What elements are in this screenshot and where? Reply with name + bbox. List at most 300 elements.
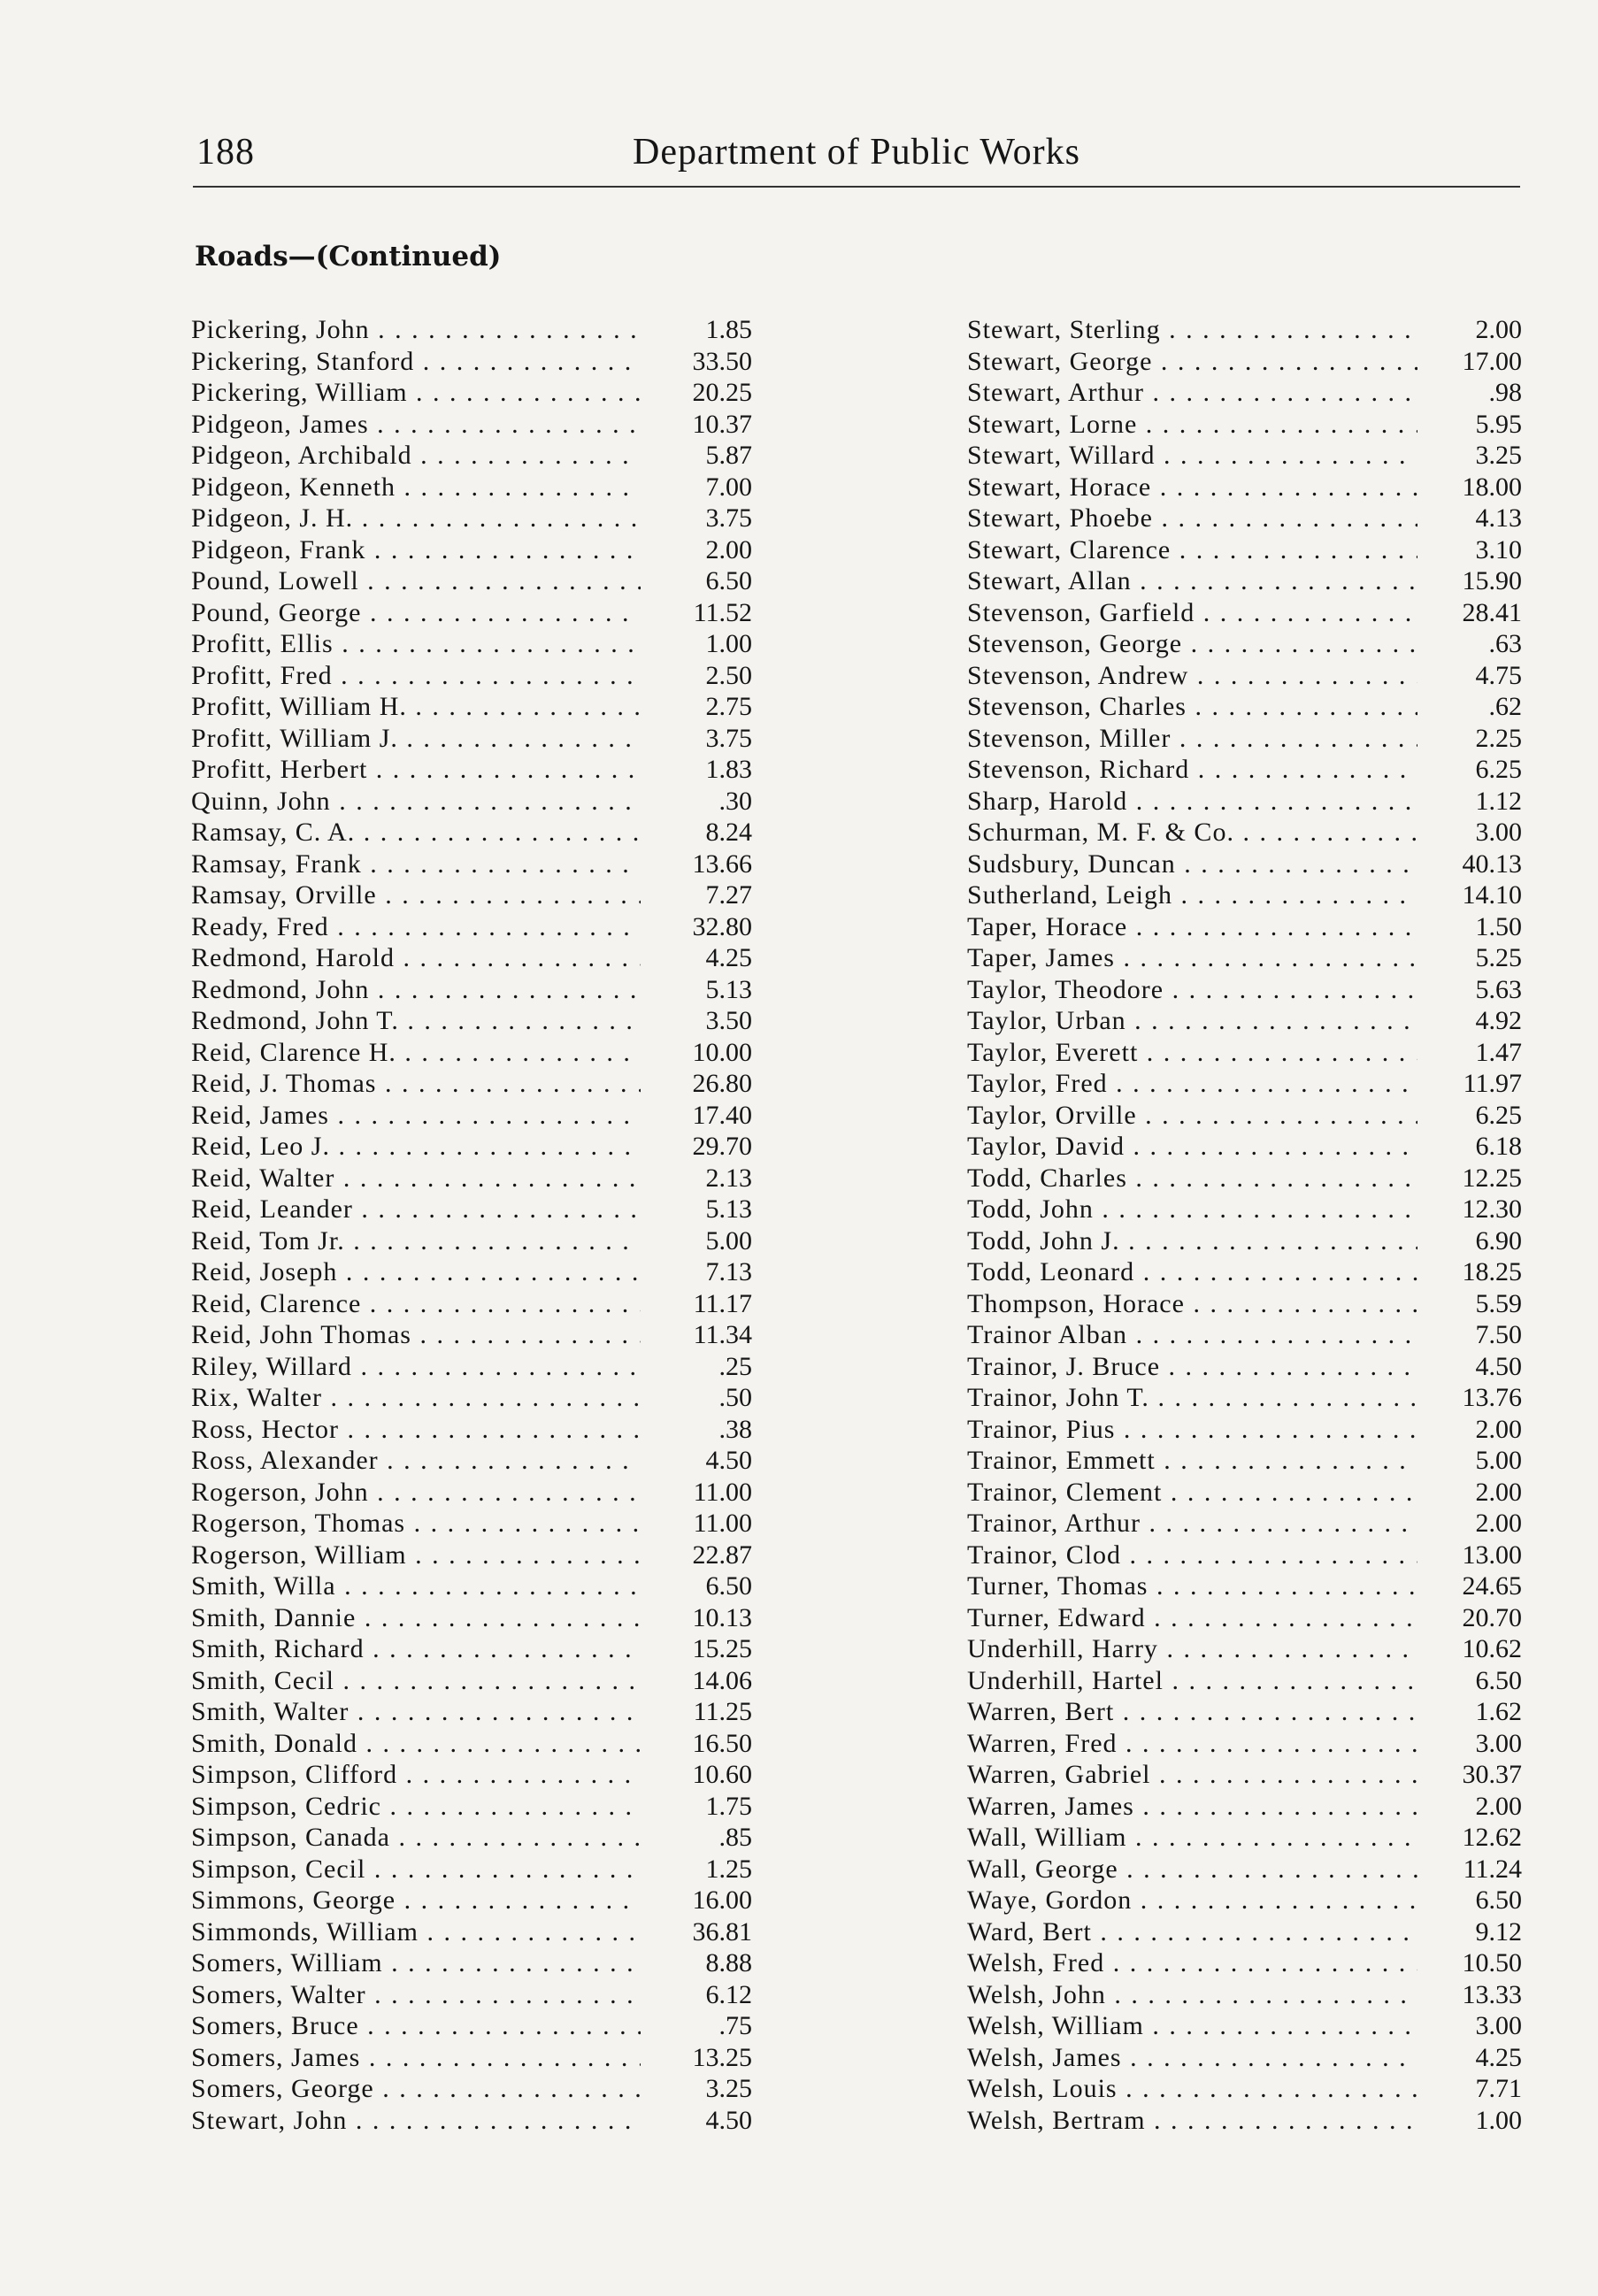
list-item (191, 628, 752, 660)
entry-amount: 5.59 (1475, 1288, 1522, 1318)
entry-name: Pound, Lowell . . . (191, 565, 641, 597)
entry-amount: 13.00 (1462, 1540, 1522, 1570)
entry-name: Welsh, James . . . (967, 2042, 1417, 2074)
entry-amount: 6.50 (705, 1571, 752, 1601)
entry-amount: 4.25 (705, 943, 752, 972)
list-item (191, 597, 752, 629)
entry-name: Turner, Edward . . . (967, 1602, 1417, 1634)
entry-amount: 20.70 (1462, 1602, 1522, 1632)
entry-amount: 16.00 (692, 1885, 752, 1915)
entry-name: Profitt, Ellis . . . (191, 628, 641, 660)
entry-name: Trainor, J. Bruce . . . (967, 1351, 1417, 1383)
list-item (191, 1256, 752, 1288)
entry-name: Wall, William . . . (967, 1822, 1417, 1854)
entry-name: Stevenson, Charles . . . (967, 691, 1417, 723)
entry-amount: 11.52 (693, 597, 752, 627)
entry-amount: 18.25 (1462, 1257, 1522, 1286)
entry-amount: 6.50 (705, 566, 752, 595)
entry-name: Trainor, Pius . . . (967, 1414, 1417, 1446)
list-item (967, 314, 1522, 346)
entry-amount: 4.50 (705, 1446, 752, 1475)
entry-amount: 5.63 (1475, 974, 1522, 1004)
entry-name: Stewart, Lorne . . . (967, 409, 1417, 441)
entry-name: Reid, Leo J. . . . (191, 1131, 641, 1163)
list-item (191, 849, 752, 880)
entry-name: Todd, John J. . . . (967, 1225, 1417, 1257)
list-item (191, 1288, 752, 1320)
entry-name: Reid, Tom Jr. . . . (191, 1225, 641, 1257)
entry-name: Reid, Joseph . . . (191, 1256, 641, 1288)
header-rule (193, 186, 1520, 188)
entry-name: Thompson, Horace . . . (967, 1288, 1417, 1320)
list-item (967, 2073, 1522, 2105)
entry-name: Stevenson, Richard . . . (967, 754, 1417, 786)
page-number: 188 (196, 132, 255, 173)
entry-name: Ramsay, Frank . . . (191, 849, 641, 880)
entry-amount: 5.13 (705, 974, 752, 1004)
entry-name: Trainor, Clement . . . (967, 1477, 1417, 1509)
entry-amount: 3.75 (705, 503, 752, 533)
entry-amount: 6.50 (1475, 1665, 1522, 1695)
entry-amount: 10.50 (1462, 1948, 1522, 1977)
entry-name: Rix, Walter . . . (191, 1382, 641, 1414)
entry-name: Pidgeon, Kenneth . . . (191, 472, 641, 503)
entry-name: Reid, Leander . . . (191, 1194, 641, 1225)
list-item (191, 1131, 752, 1163)
list-item (191, 1382, 752, 1414)
entry-name: Pickering, John . . . (191, 314, 641, 346)
entry-amount: 24.65 (1462, 1571, 1522, 1601)
entry-name: Taylor, David . . . (967, 1131, 1417, 1163)
entry-amount: 12.25 (1462, 1163, 1522, 1193)
list-item (191, 472, 752, 503)
entry-name: Reid, J. Thomas . . . (191, 1068, 641, 1100)
list-item (191, 1947, 752, 1979)
entry-name: Quinn, John . . . (191, 786, 641, 818)
list-item (967, 2105, 1522, 2137)
list-item (191, 1319, 752, 1351)
entry-amount: 15.90 (1462, 566, 1522, 595)
entry-amount: 10.37 (692, 409, 752, 439)
entry-amount: 2.00 (1475, 1414, 1522, 1444)
list-item (967, 974, 1522, 1006)
entry-name: Pidgeon, Archibald . . . (191, 440, 641, 472)
right-column-list (967, 314, 1522, 2136)
list-item (191, 911, 752, 943)
list-item (191, 660, 752, 692)
entry-name: Welsh, Fred . . . (967, 1947, 1417, 1979)
entry-amount: 9.12 (1475, 1916, 1522, 1947)
entry-amount: 13.76 (1462, 1383, 1522, 1412)
entry-amount: 11.00 (693, 1509, 752, 1538)
entry-name: Smith, Willa . . . (191, 1570, 641, 1602)
list-item (967, 1477, 1522, 1509)
list-item (191, 440, 752, 472)
entry-amount: 16.50 (692, 1728, 752, 1758)
list-item (967, 534, 1522, 566)
entry-amount: 6.18 (1475, 1132, 1522, 1161)
entry-amount: 1.50 (1475, 911, 1522, 941)
list-item (191, 1696, 752, 1728)
list-item (191, 1351, 752, 1383)
list-item (191, 1854, 752, 1885)
entry-name: Underhill, Harry . . . (967, 1633, 1417, 1665)
entry-name: Ross, Alexander . . . (191, 1445, 641, 1477)
entry-name: Simpson, Cedric . . . (191, 1791, 641, 1823)
entry-name: Taylor, Everett . . . (967, 1037, 1417, 1069)
list-item (967, 628, 1522, 660)
entry-name: Trainor, Arthur . . . (967, 1508, 1417, 1540)
list-item (967, 1351, 1522, 1383)
entry-amount: 1.47 (1475, 1037, 1522, 1067)
entry-amount: 10.13 (692, 1602, 752, 1632)
list-item (967, 1194, 1522, 1225)
entry-amount: 2.00 (1475, 1791, 1522, 1821)
entry-name: Taylor, Urban . . . (967, 1005, 1417, 1037)
list-item (191, 503, 752, 534)
list-item (967, 2010, 1522, 2042)
entry-name: Reid, Walter . . . (191, 1163, 641, 1194)
list-item (191, 1979, 752, 2011)
entry-name: Waye, Gordon . . . (967, 1885, 1417, 1916)
entry-name: Profitt, William H. . . . (191, 691, 641, 723)
list-item (191, 1633, 752, 1665)
list-item (967, 597, 1522, 629)
entry-amount: 10.60 (692, 1760, 752, 1789)
left-column-list (191, 314, 752, 2136)
entry-amount: 17.40 (692, 1100, 752, 1130)
entry-amount: 6.12 (705, 1979, 752, 2009)
list-item (967, 1037, 1522, 1069)
entry-name: Todd, Leonard . . . (967, 1256, 1417, 1288)
list-item (191, 817, 752, 849)
list-item (191, 1602, 752, 1634)
list-item (967, 1791, 1522, 1823)
list-item (191, 1822, 752, 1854)
entry-amount: 7.13 (705, 1257, 752, 1286)
entry-amount: 2.00 (705, 534, 752, 564)
entry-name: Stewart, Phoebe . . . (967, 503, 1417, 534)
entry-name: Redmond, John . . . (191, 974, 641, 1006)
list-item (967, 1540, 1522, 1571)
entry-amount: 1.62 (1475, 1697, 1522, 1726)
list-item (191, 534, 752, 566)
list-item (191, 1225, 752, 1257)
entry-amount: 2.75 (705, 692, 752, 721)
entry-amount: 5.00 (705, 1225, 752, 1256)
entry-amount: 2.25 (1475, 723, 1522, 753)
entry-amount: .50 (718, 1383, 752, 1412)
list-item (191, 1163, 752, 1194)
entry-name: Riley, Willard . . . (191, 1351, 641, 1383)
entry-amount: 28.41 (1462, 597, 1522, 627)
list-item (967, 1759, 1522, 1791)
entry-amount: 4.13 (1475, 503, 1522, 533)
entry-name: Stevenson, Garfield . . . (967, 597, 1417, 629)
list-item (191, 314, 752, 346)
list-item (191, 565, 752, 597)
entry-name: Trainor, Emmett . . . (967, 1445, 1417, 1477)
list-item (191, 1759, 752, 1791)
entry-amount: 4.92 (1475, 1006, 1522, 1035)
entry-amount: 2.00 (1475, 1477, 1522, 1507)
section-heading: Roads—(Continued) (195, 241, 502, 273)
list-item (967, 1382, 1522, 1414)
entry-amount: 1.12 (1475, 786, 1522, 816)
entry-name: Turner, Thomas . . . (967, 1570, 1417, 1602)
entry-name: Simpson, Clifford . . . (191, 1759, 641, 1791)
list-item (967, 1068, 1522, 1100)
list-item (967, 1665, 1522, 1697)
entry-name: Pidgeon, James . . . (191, 409, 641, 441)
list-item (191, 2010, 752, 2042)
list-item (191, 1068, 752, 1100)
list-item (967, 1633, 1522, 1665)
entry-amount: 11.24 (1463, 1854, 1522, 1884)
list-item (191, 754, 752, 786)
entry-amount: 1.85 (705, 315, 752, 344)
list-item (191, 1665, 752, 1697)
entry-name: Simmons, George . . . (191, 1885, 641, 1916)
entry-name: Pickering, Stanford . . . (191, 346, 641, 378)
entry-amount: 13.33 (1462, 1979, 1522, 2009)
list-item (967, 1225, 1522, 1257)
list-item (967, 691, 1522, 723)
entry-amount: 22.87 (692, 1540, 752, 1570)
list-item (967, 1822, 1522, 1854)
list-item (967, 1854, 1522, 1885)
entry-name: Schurman, M. F. & Co. . . . (967, 817, 1417, 849)
list-item (967, 1885, 1522, 1916)
entry-name: Reid, Clarence . . . (191, 1288, 641, 1320)
entry-amount: 1.75 (705, 1791, 752, 1821)
entry-amount: .85 (718, 1823, 752, 1852)
entry-amount: 11.25 (693, 1697, 752, 1726)
entry-name: Trainor, Clod . . . (967, 1540, 1417, 1571)
entry-name: Stewart, Willard . . . (967, 440, 1417, 472)
list-item (191, 1791, 752, 1823)
entry-amount: 4.50 (1475, 1351, 1522, 1381)
entry-amount: 11.97 (1463, 1069, 1522, 1098)
list-item (967, 1131, 1522, 1163)
list-item (191, 1005, 752, 1037)
entry-amount: 8.88 (705, 1948, 752, 1977)
entry-name: Todd, Charles . . . (967, 1163, 1417, 1194)
entry-name: Stevenson, George . . . (967, 628, 1417, 660)
entry-name: Trainor Alban . . . (967, 1319, 1417, 1351)
page-header (193, 131, 1520, 184)
list-item (967, 1319, 1522, 1351)
entry-amount: 7.27 (705, 880, 752, 910)
entry-name: Profitt, Fred . . . (191, 660, 641, 692)
list-item (191, 1037, 752, 1069)
list-item (191, 346, 752, 378)
entry-name: Sutherland, Leigh . . . (967, 879, 1417, 911)
list-item (967, 1508, 1522, 1540)
entry-amount: 12.30 (1462, 1194, 1522, 1224)
entry-name: Welsh, John . . . (967, 1979, 1417, 2011)
list-item (967, 1288, 1522, 1320)
list-item (191, 1570, 752, 1602)
list-item (191, 2042, 752, 2074)
entry-amount: 36.81 (692, 1916, 752, 1947)
entry-amount: 3.10 (1475, 534, 1522, 564)
entry-amount: 14.10 (1462, 880, 1522, 910)
entry-amount: 26.80 (692, 1069, 752, 1098)
list-item (967, 1570, 1522, 1602)
entry-name: Somers, Bruce . . . (191, 2010, 641, 2042)
list-item (967, 1947, 1522, 1979)
entry-name: Taylor, Orville . . . (967, 1100, 1417, 1132)
entry-name: Reid, James . . . (191, 1100, 641, 1132)
entry-amount: 3.25 (705, 2074, 752, 2103)
entry-amount: .98 (1488, 378, 1522, 407)
entry-name: Taylor, Fred . . . (967, 1068, 1417, 1100)
entry-amount: 6.50 (1475, 1885, 1522, 1915)
entry-amount: 1.25 (705, 1854, 752, 1884)
entry-name: Welsh, Louis . . . (967, 2073, 1417, 2105)
entry-name: Taper, Horace . . . (967, 911, 1417, 943)
entry-name: Wall, George . . . (967, 1854, 1417, 1885)
entry-amount: 5.13 (705, 1194, 752, 1224)
list-item (967, 911, 1522, 943)
entry-amount: 5.25 (1475, 943, 1522, 972)
list-item (191, 1445, 752, 1477)
entry-name: Todd, John . . . (967, 1194, 1417, 1225)
entry-name: Warren, Fred . . . (967, 1728, 1417, 1760)
entry-amount: .62 (1488, 692, 1522, 721)
list-item (191, 1414, 752, 1446)
entry-amount: .75 (718, 2011, 752, 2040)
entry-name: Smith, Richard . . . (191, 1633, 641, 1665)
entry-amount: 3.25 (1475, 441, 1522, 470)
list-item (191, 1916, 752, 1948)
entry-name: Stewart, George . . . (967, 346, 1417, 378)
entry-amount: 10.00 (692, 1037, 752, 1067)
entry-amount: 6.90 (1475, 1225, 1522, 1256)
entry-amount: 4.75 (1475, 660, 1522, 690)
entry-amount: 1.00 (1475, 2105, 1522, 2135)
list-item (967, 1916, 1522, 1948)
list-item (967, 754, 1522, 786)
entry-amount: 3.50 (705, 1006, 752, 1035)
list-item (967, 817, 1522, 849)
entry-name: Warren, James . . . (967, 1791, 1417, 1823)
entry-amount: 6.25 (1475, 1100, 1522, 1130)
entry-name: Warren, Bert . . . (967, 1696, 1417, 1728)
list-item (967, 723, 1522, 755)
list-item (191, 786, 752, 818)
entry-name: Taper, James . . . (967, 942, 1417, 974)
entry-name: Profitt, William J. . . . (191, 723, 641, 755)
entry-amount: 32.80 (692, 911, 752, 941)
entry-amount: 18.00 (1462, 472, 1522, 502)
entry-name: Trainor, John T. . . . (967, 1382, 1417, 1414)
entry-amount: 3.00 (1475, 2011, 1522, 2040)
entry-name: Smith, Cecil . . . (191, 1665, 641, 1697)
entry-amount: .25 (718, 1351, 752, 1381)
entry-name: Welsh, William . . . (967, 2010, 1417, 2042)
entry-name: Somers, William . . . (191, 1947, 641, 1979)
list-item (191, 1508, 752, 1540)
list-item (191, 723, 752, 755)
entry-name: Pidgeon, Frank . . . (191, 534, 641, 566)
entry-amount: 17.00 (1462, 346, 1522, 376)
entry-amount: 4.50 (705, 2105, 752, 2135)
list-item (967, 786, 1522, 818)
list-item (967, 1728, 1522, 1760)
entry-amount: 33.50 (692, 346, 752, 376)
entry-amount: 14.06 (692, 1665, 752, 1695)
entry-amount: 13.66 (692, 849, 752, 879)
entry-amount: 7.50 (1475, 1320, 1522, 1349)
list-item (967, 942, 1522, 974)
entry-name: Ward, Bert . . . (967, 1916, 1417, 1948)
list-item (967, 660, 1522, 692)
entry-amount: 11.00 (693, 1477, 752, 1507)
entry-name: Stevenson, Miller . . . (967, 723, 1417, 755)
entry-amount: 6.25 (1475, 755, 1522, 784)
entry-name: Redmond, John T. . . . (191, 1005, 641, 1037)
entry-amount: 1.83 (705, 755, 752, 784)
list-item (191, 1477, 752, 1509)
entry-amount: 11.17 (693, 1288, 752, 1318)
entry-amount: 15.25 (692, 1634, 752, 1663)
list-item (967, 879, 1522, 911)
list-item (967, 1696, 1522, 1728)
running-head: Department of Public Works (633, 132, 1080, 173)
entry-amount: 12.62 (1462, 1823, 1522, 1852)
list-item (967, 1979, 1522, 2011)
entry-name: Rogerson, Thomas . . . (191, 1508, 641, 1540)
list-item (191, 691, 752, 723)
entry-name: Smith, Dannie . . . (191, 1602, 641, 1634)
list-item (967, 1414, 1522, 1446)
entry-amount: 5.00 (1475, 1446, 1522, 1475)
entry-name: Sudsbury, Duncan . . . (967, 849, 1417, 880)
entry-amount: 2.00 (1475, 1509, 1522, 1538)
list-item (191, 1194, 752, 1225)
entry-name: Stevenson, Andrew . . . (967, 660, 1417, 692)
list-item (191, 1728, 752, 1760)
entry-name: Stewart, Allan . . . (967, 565, 1417, 597)
entry-name: Stewart, Horace . . . (967, 472, 1417, 503)
list-item (967, 565, 1522, 597)
entry-amount: 4.25 (1475, 2042, 1522, 2072)
entry-name: Pickering, William . . . (191, 377, 641, 409)
entry-name: Ramsay, Orville . . . (191, 879, 641, 911)
entry-name: Stewart, Clarence . . . (967, 534, 1417, 566)
list-item (967, 409, 1522, 441)
list-item (967, 2042, 1522, 2074)
entry-name: Warren, Gabriel . . . (967, 1759, 1417, 1791)
entry-name: Ross, Hector . . . (191, 1414, 641, 1446)
list-item (191, 879, 752, 911)
entry-name: Somers, George . . . (191, 2073, 641, 2105)
list-item (191, 1540, 752, 1571)
entry-amount: 3.75 (705, 723, 752, 753)
entry-amount: 13.25 (692, 2042, 752, 2072)
entry-name: Simpson, Canada . . . (191, 1822, 641, 1854)
list-item (191, 409, 752, 441)
entry-amount: 7.71 (1475, 2074, 1522, 2103)
entry-amount: 5.95 (1475, 409, 1522, 439)
entry-amount: .63 (1488, 629, 1522, 658)
entry-name: Sharp, Harold . . . (967, 786, 1417, 818)
list-item (967, 1445, 1522, 1477)
entry-amount: 10.62 (1462, 1634, 1522, 1663)
entry-name: Smith, Donald . . . (191, 1728, 641, 1760)
